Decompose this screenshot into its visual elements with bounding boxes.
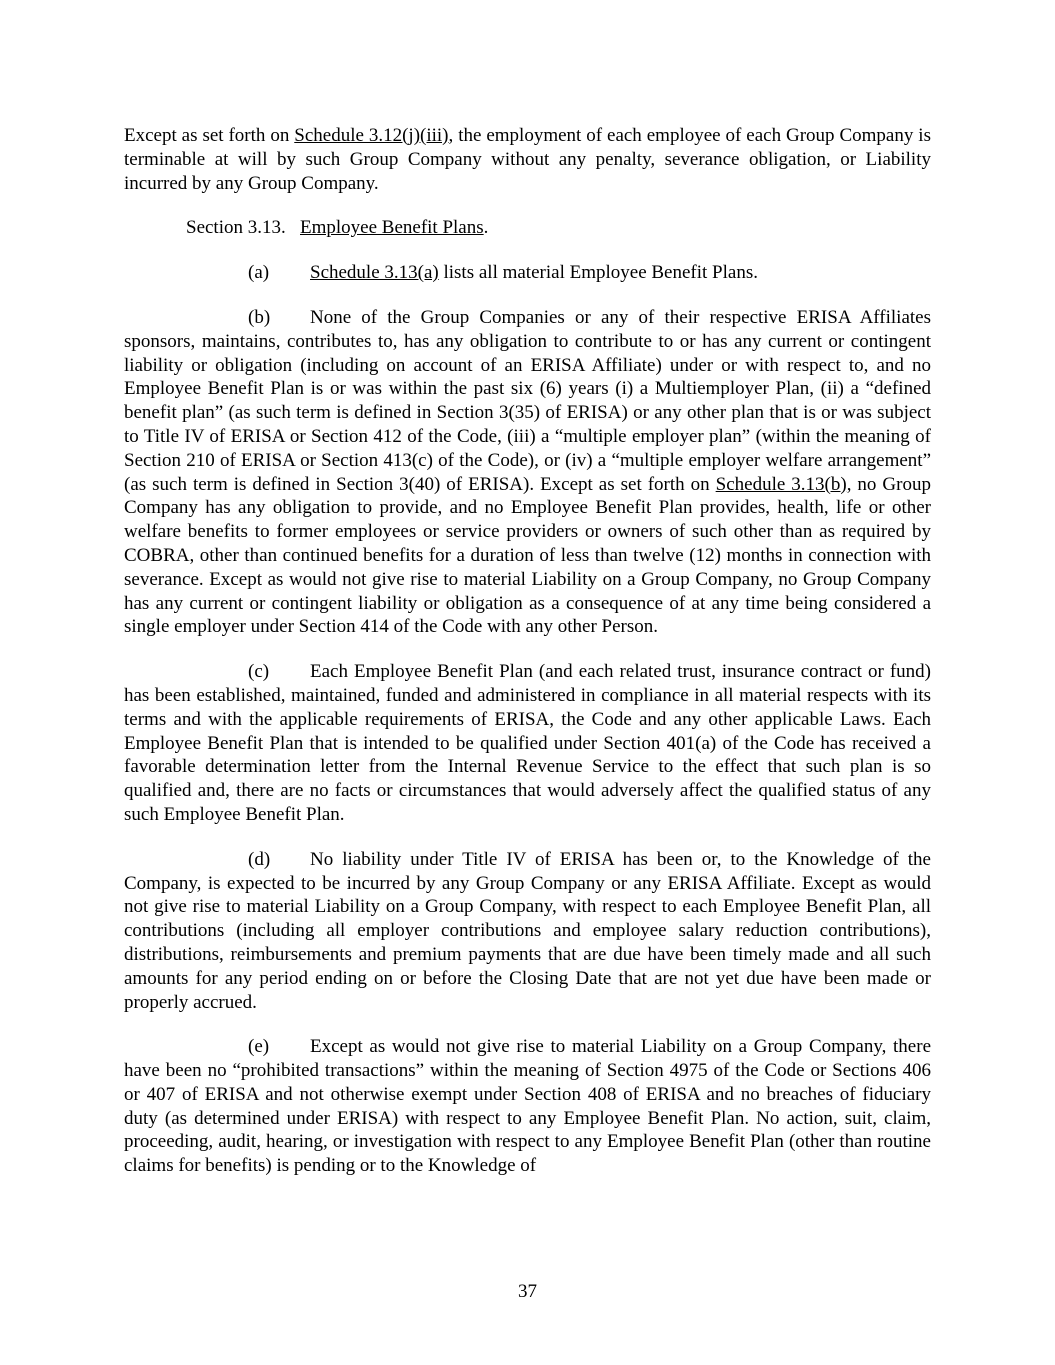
item-c-paragraph bbox=[124, 660, 931, 827]
item-b-text-2: , no Group Company has any obligation to provide, and no Employee Benefit Plan provides, health, life or other welfare benefits to former employees or service providers or owners of such other than as required by COBRA, other than continued benefits for a duration of less than twelve (12) months in connection with severance. Except as would not give rise to material Liability on a Group Company, no Group Company has any current or contingent liability or obligation as a consequence of at any time being considered a single employer under Section 414 of the Code with any other Person. bbox=[124, 473, 931, 638]
document-page bbox=[124, 124, 931, 1199]
item-b-paragraph bbox=[124, 306, 931, 639]
item-d-label: (d) bbox=[248, 848, 271, 870]
item-c-text: Each Employee Benefit Plan (and each related trust, insurance contract or fund) has been established, maintained, funded and administered in compliance in all material respects with its terms and with the applicable requirements of ERISA, the Code and any other applicable Laws. Each Employee Benefit Plan that is intended to be qualified under Section 401(a) of the Code has received a favorable determination letter from the Internal Revenue Service to the effect that such plan is so qualified and, there are no facts or circumstances that would adversely affect the qualified status of any such Employee Benefit Plan. bbox=[124, 661, 931, 825]
item-e-label: (e) bbox=[248, 1036, 270, 1058]
schedule-3-12-j-iii-reference: Schedule 3.12(j)(iii) bbox=[294, 125, 449, 146]
item-e-paragraph bbox=[124, 1035, 931, 1178]
schedule-3-13-a-reference: Schedule 3.13(a) bbox=[310, 262, 439, 284]
schedule-3-13-b-reference: Schedule 3.13(b) bbox=[715, 473, 847, 495]
section-3-13-heading bbox=[124, 216, 931, 240]
intro-text-1: Except as set forth on bbox=[124, 125, 295, 146]
item-a-text: lists all material Employee Benefit Plans. bbox=[438, 262, 758, 284]
intro-paragraph bbox=[124, 124, 931, 195]
section-number: Section 3.13. bbox=[186, 217, 286, 239]
item-b-label: (b) bbox=[248, 306, 271, 328]
section-title-period: . bbox=[483, 217, 489, 239]
item-a-paragraph bbox=[124, 261, 931, 285]
item-a-label: (a) bbox=[248, 262, 270, 284]
item-d-text: No liability under Title IV of ERISA has been or, to the Knowledge of the Company, is expected to be incurred by any Group Company or any ERISA Affiliate. Except as would not give rise to material Liability on a Group Company, with respect to each Employee Benefit Plan, all contributions (including all employer contributions and employee salary reduction contributions), distributions, reimbursements and premium payments that are due have been timely made and all such amounts for any period ending on or before the Closing Date that are not yet due have been made or properly accrued. bbox=[124, 848, 931, 1013]
item-b-text-1: None of the Group Companies or any of their respective ERISA Affiliates sponsors, maintains, contributes to, has any obligation to contribute to or has any current or contingent liability or obligation (including on account of an ERISA Affiliate) under or with respect to, and no Employee Benefit Plan is or was within the past six (6) years (i) a Multiemployer Plan, (ii) a “defined benefit plan” (as such term is defined in Section 3(35) of ERISA) or any other plan that is or was subject to Title IV of ERISA or Section 412 of the Code, (iii) a “multiple employer plan” (within the meaning of Section 210 of ERISA or Section 413(c) of the Code), or (iv) a “multiple employer welfare arrangement” (as such term is defined in Section 3(40) of ERISA). Except as set forth on bbox=[124, 306, 931, 495]
item-e-text: Except as would not give rise to material Liability on a Group Company, there have been no “prohibited transactions” within the meaning of Section 4975 of the Code or Sections 406 or 407 of ERISA and not otherwise exempt under Section 408 of ERISA and no breaches of fiduciary duty (as determined under ERISA) with respect to any Employee Benefit Plan. No action, suit, claim, proceeding, audit, hearing, or investigation with respect to any Employee Benefit Plan (other than routine claims for benefits) is pending or to the Knowledge of bbox=[124, 1036, 931, 1177]
section-title: Employee Benefit Plans bbox=[300, 217, 484, 239]
page-number: 37 bbox=[518, 1281, 537, 1302]
item-d-paragraph bbox=[124, 848, 931, 1015]
intro-text-2: , the employment of each employee of each Group Company is terminable at will by such Group Company without any penalty, severance obligation, or Liability incurred by any Group Company. bbox=[124, 125, 931, 194]
item-c-label: (c) bbox=[248, 661, 270, 683]
